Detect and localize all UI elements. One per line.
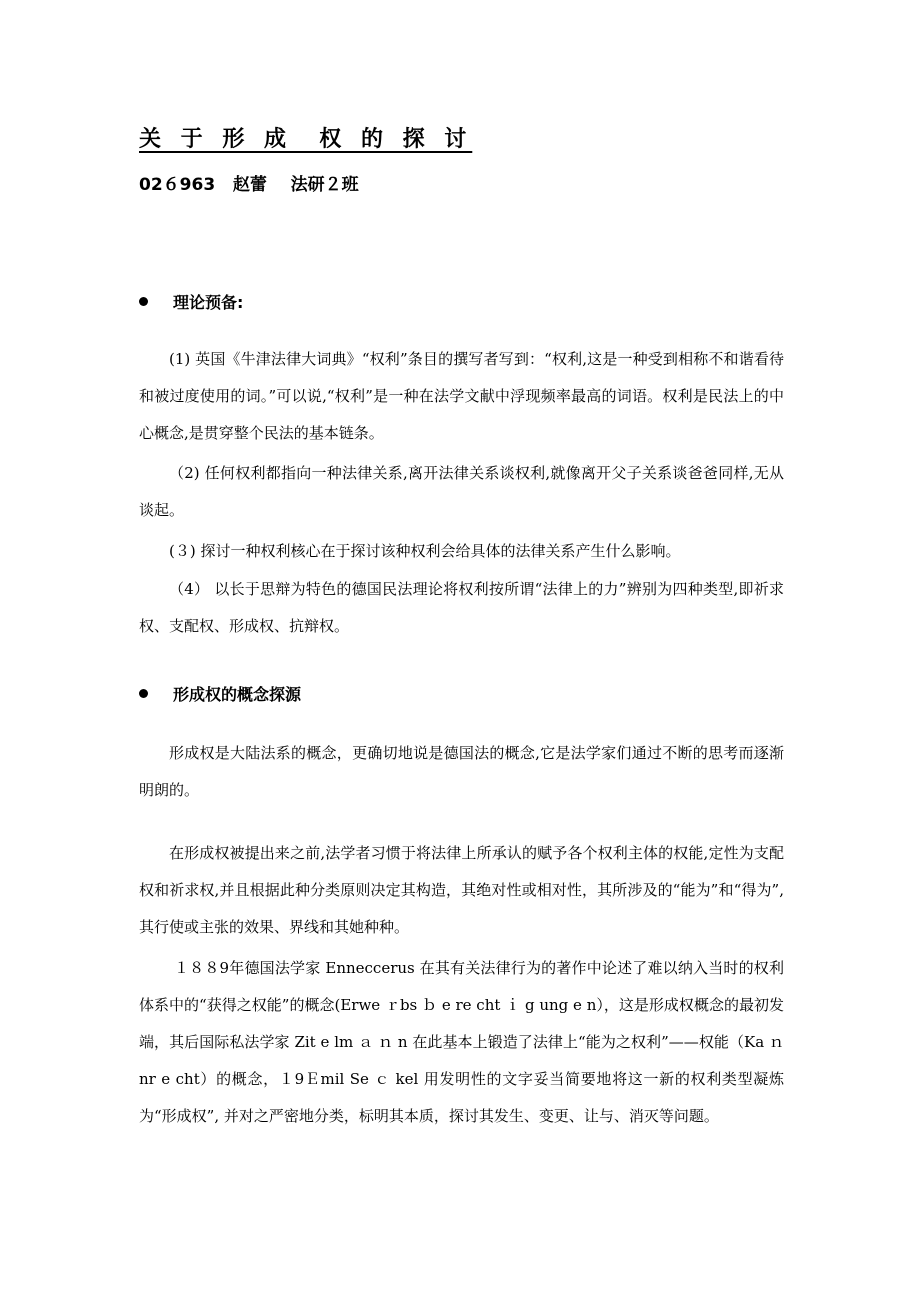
paragraph-theory-4: （4） 以长于思辩为特色的德国民法理论将权利按所谓“法律上的力”辨别为四种类型,即祈求权、支配权、形成权、抗辩权。	[139, 580, 784, 635]
paragraph-theory-1: (1) 英国《牛津法律大词典》“权利”条目的撰写者写到：“权利,这是一种受到相称不和谐看待和被过度使用的词。”可以说,“权利”是一种在法学文献中浮现频率最高的词语。权利是民法上的中心概念,是贯穿整个民法的基本链条。	[139, 350, 784, 442]
paragraph-concept-1: 形成权是大陆法系的概念，更确切地说是德国法的概念,它是法学家们通过不断的思考而逐渐明朗的。	[139, 744, 784, 799]
paragraph-concept-3: １８８9年德国法学家 Enneccerus 在其有关法律行为的著作中论述了难以纳入当时的权利体系中的“获得之权能”的概念(Erwe ｒbs ｂ e re cht ｉ g ung e n），这是形成权概念的最初发端，其后国际私法学家 Zit e lm ａ ｎ n 在此基本上锻造了法律上“能为之权利”——权能（Ka ｎ nr e cht）的概念，１9Ｅmil Se ｃ kel 用发明性的文字妥当简要地将这一新的权利类型凝炼为“形成权”, 并对之严密地分类，标明其本质，探讨其发生、变更、让与、消灭等问题。	[139, 959, 784, 1125]
section-heading-theory	[139, 290, 243, 313]
section-heading-concept-origin	[139, 682, 301, 705]
paragraph-theory-2: （2) 任何权利都指向一种法律关系,离开法律关系谈权利,就像离开父子关系谈爸爸同样,无从谈起。	[139, 464, 784, 519]
paragraph-theory-3: (３) 探讨一种权利核心在于探讨该种权利会给具体的法律关系产生什么影响。	[169, 542, 681, 560]
paragraph-concept-2: 在形成权被提出来之前,法学者习惯于将法律上所承认的赋予各个权利主体的权能,定性为支配权和祈求权,并且根据此种分类原则决定其构造，其绝对性或相对性，其所涉及的“能为”和“得为”,其行使或主张的效果、界线和其她种种。	[139, 844, 784, 936]
bullet-icon	[139, 689, 148, 698]
section-title: 形成权的概念探源	[173, 685, 302, 704]
document-title: 关 于 形 成 权 的 探 讨	[139, 127, 473, 152]
author-line: 02６963 赵蕾 法研２班	[139, 175, 359, 195]
section-title: 理论预备:	[173, 293, 244, 312]
bullet-icon	[139, 297, 148, 306]
